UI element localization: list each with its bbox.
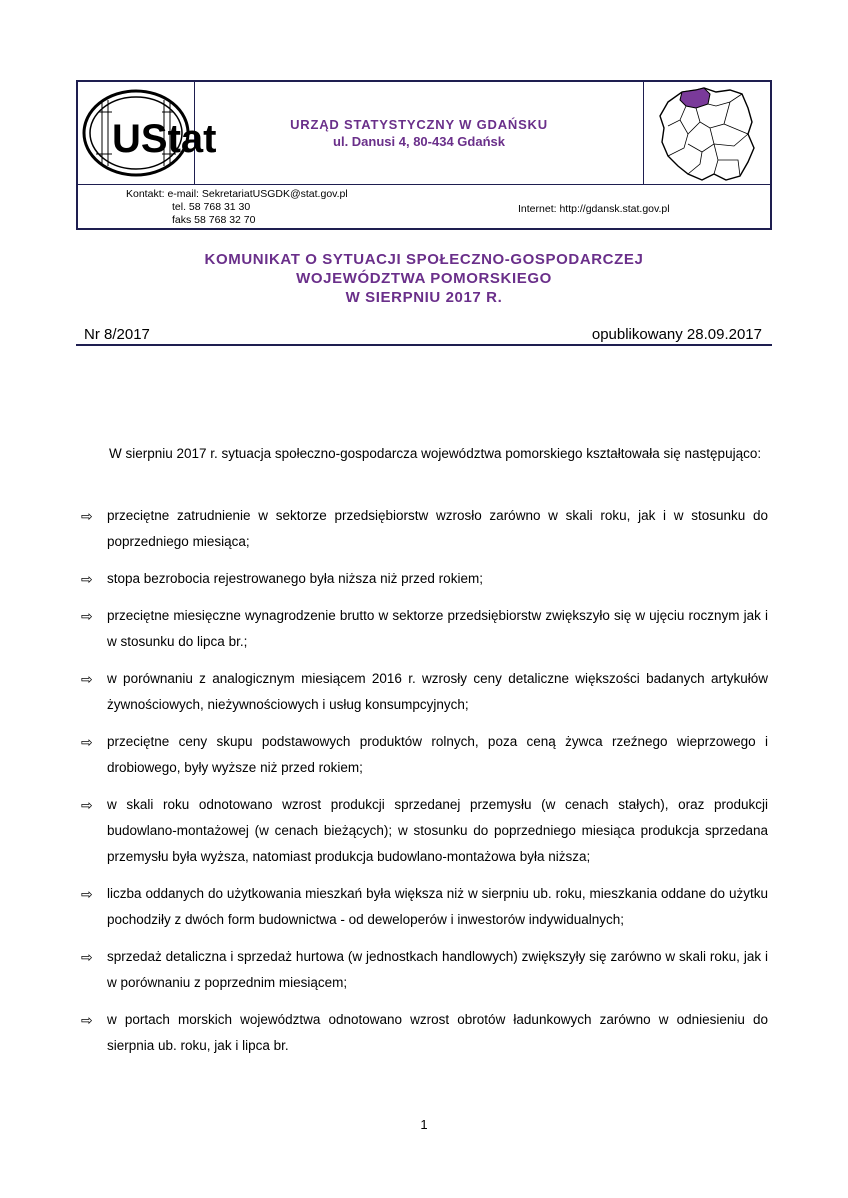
contact-internet: Internet: http://gdansk.stat.gov.pl: [518, 203, 670, 215]
institution-name: URZĄD STATYSTYCZNY W GDAŃSKU: [290, 117, 548, 132]
document-title: [76, 250, 772, 307]
arrow-right-icon: ⇨: [81, 608, 93, 624]
list-item: ⇨ liczba oddanych do użytkowania mieszkań była większa niż w sierpniu ub. roku, mieszkania oddane do użytku pochodziły z dwóch form budownictwa - od deweloperów i inwestorów indywidualnych;: [81, 881, 768, 933]
page-number: 1: [420, 1117, 428, 1132]
list-item: ⇨ w portach morskich województwa odnotowano wzrost obrotów ładunkowych zarówno w odniesieniu do sierpnia ub. roku, jak i lipca br.: [81, 1007, 768, 1059]
region-map: [643, 82, 770, 184]
ustat-logo: [78, 82, 217, 184]
issue-meta: [76, 326, 772, 346]
arrow-right-icon: ⇨: [81, 1012, 93, 1028]
arrow-right-icon: ⇨: [81, 734, 93, 750]
list-item: ⇨ przeciętne miesięczne wynagrodzenie brutto w sektorze przedsiębiorstw zwiększyło się w ujęciu rocznym jak i w stosunku do lipca br.;: [81, 603, 768, 655]
ustat-logo-icon: [78, 82, 217, 184]
contact-details: [126, 188, 348, 227]
issue-number: Nr 8/2017: [84, 326, 150, 343]
arrow-right-icon: ⇨: [81, 797, 93, 813]
arrow-right-icon: ⇨: [81, 508, 93, 524]
title-line-1: KOMUNIKAT O SYTUACJI SPOŁECZNO-GOSPODARCZEJ: [204, 251, 644, 268]
intro-paragraph: W sierpniu 2017 r. sytuacja społeczno-gospodarcza województwa pomorskiego kształtowała się następująco:: [109, 446, 762, 461]
summary-list: [81, 503, 768, 1070]
header-top: [78, 82, 770, 185]
list-item: ⇨ w porównaniu z analogicznym miesiącem 2016 r. wzrosły ceny detaliczne większości badanych artykułów żywnościowych, nieżywnościowych i usług konsumpcyjnych;: [81, 666, 768, 718]
svg-text:UStat: UStat: [112, 117, 217, 161]
title-line-3: W SIERPNIU 2017 R.: [345, 289, 503, 306]
arrow-right-icon: ⇨: [81, 886, 93, 902]
arrow-right-icon: ⇨: [81, 671, 93, 687]
contact-phone: tel. 58 768 31 30: [172, 201, 251, 213]
contact-fax: faks 58 768 32 70: [172, 214, 256, 226]
list-item: ⇨ stopa bezrobocia rejestrowanego była niższa niż przed rokiem;: [81, 566, 768, 592]
arrow-right-icon: ⇨: [81, 949, 93, 965]
list-item: ⇨ przeciętne ceny skupu podstawowych produktów rolnych, poza ceną żywca rzeźnego wieprzowego i drobiowego, były wyższe niż przed rokiem;: [81, 729, 768, 781]
contact-email: Kontakt: e-mail: SekretariatUSGDK@stat.gov.pl: [126, 188, 348, 200]
poland-map-icon: [644, 82, 770, 184]
list-item: ⇨ sprzedaż detaliczna i sprzedaż hurtowa (w jednostkach handlowych) zwiększyły się zarówno w skali roku, jak i w porównaniu z poprzednim miesiącem;: [81, 944, 768, 996]
arrow-right-icon: ⇨: [81, 571, 93, 587]
title-line-2: WOJEWÓDZTWA POMORSKIEGO: [296, 270, 552, 287]
contact-block: [78, 184, 770, 228]
institution-block: [194, 82, 644, 184]
publication-date: opublikowany 28.09.2017: [591, 326, 762, 343]
list-item: ⇨ przeciętne zatrudnienie w sektorze przedsiębiorstw wzrosło zarówno w skali roku, jak i w stosunku do poprzedniego miesiąca;: [81, 503, 768, 555]
list-item: ⇨ w skali roku odnotowano wzrost produkcji sprzedanej przemysłu (w cenach stałych), oraz produkcji budowlano-montażowej (w cenach bieżących); w stosunku do poprzedniego miesiąca produkcja sprzedana przemysłu była wyższa, natomiast produkcja budowlano-montażowa była niższa;: [81, 792, 768, 870]
header-box: [76, 80, 772, 230]
institution-address: ul. Danusi 4, 80-434 Gdańsk: [333, 134, 505, 149]
